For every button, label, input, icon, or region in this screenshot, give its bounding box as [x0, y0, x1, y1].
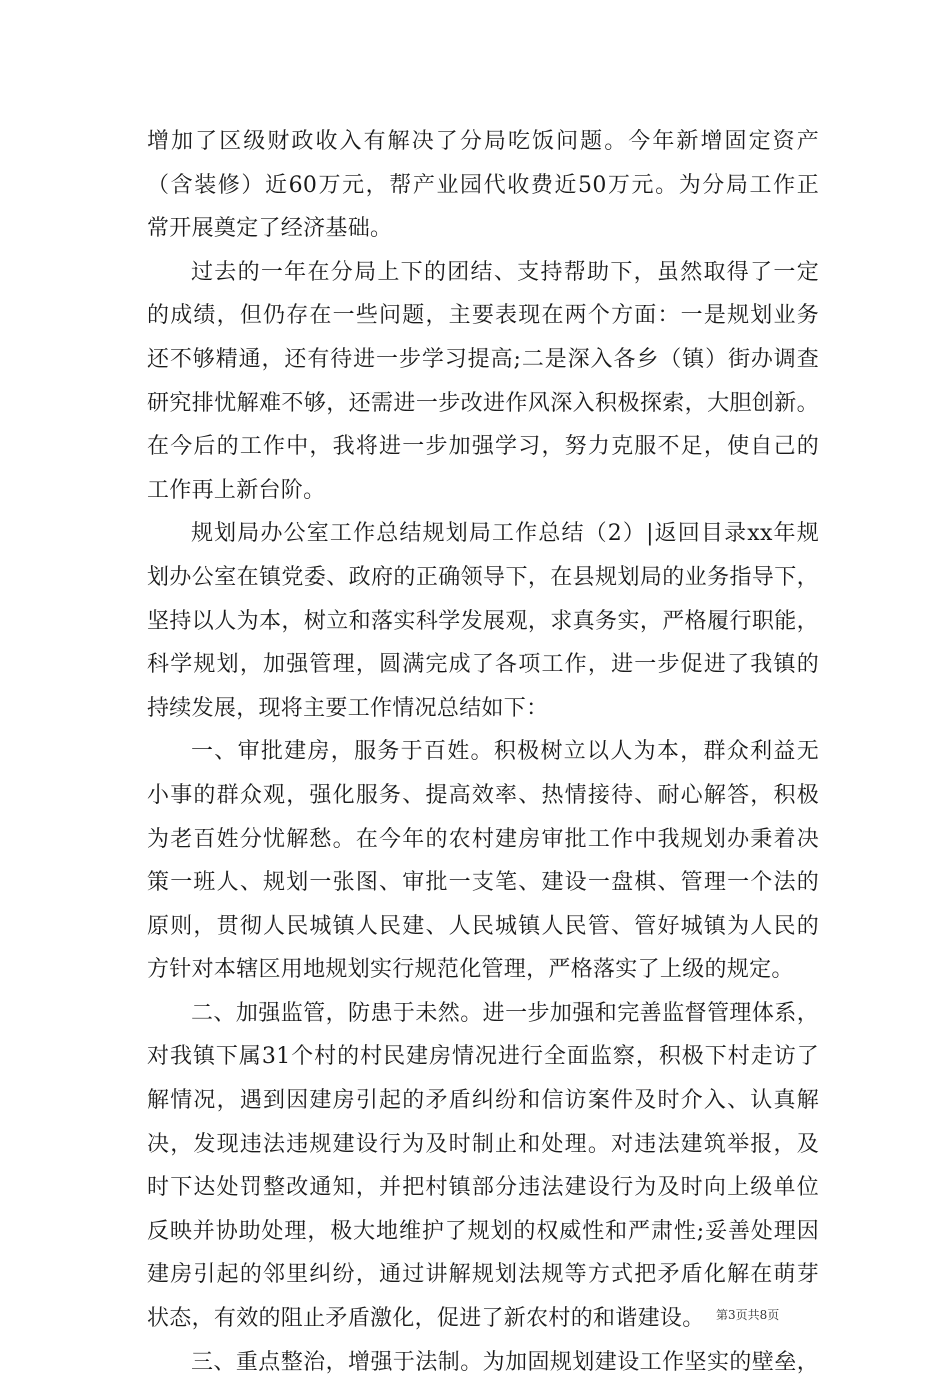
- text-line: 策一班人、规划一张图、审批一支笔、建设一盘棋、管理一个法的: [147, 870, 819, 896]
- text-line: 规划局办公室工作总结规划局工作总结（2）|返回目录xx年规: [191, 521, 819, 547]
- text-line: 方针对本辖区用地规划实行规范化管理，严格落实了上级的规定。: [147, 957, 794, 983]
- text-line: 坚持以人为本，树立和落实科学发展观，求真务实，严格履行职能，: [147, 608, 819, 634]
- text-line: 建房引起的邻里纠纷，通过讲解规划法规等方式把矛盾化解在萌芽: [147, 1262, 819, 1288]
- text-line: 的成绩，但仍存在一些问题，主要表现在两个方面：一是规划业务: [147, 303, 819, 329]
- text-line: 状态，有效的阻止矛盾激化，促进了新农村的和谐建设。: [147, 1306, 705, 1332]
- text-line: 研究排忧解难不够，还需进一步改进作风深入积极探索，大胆创新。: [147, 390, 819, 416]
- text-line: 三、重点整治，增强于法制。为加固规划建设工作坚实的壁垒，: [191, 1349, 819, 1375]
- page-number: 第3页共8页: [716, 1308, 780, 1322]
- text-line: 解情况，遇到因建房引起的矛盾纠纷和信访案件及时介入、认真解: [147, 1088, 819, 1114]
- text-line: 科学规划，加强管理，圆满完成了各项工作，进一步促进了我镇的: [147, 652, 819, 678]
- text-line: （含装修）近60万元，帮产业园代收费近50万元。为分局工作正: [147, 172, 819, 198]
- text-line: 划办公室在镇党委、政府的正确领导下，在县规划局的业务指导下，: [147, 564, 819, 590]
- document-body: [147, 120, 819, 1384]
- text-line: 增加了区级财政收入有解决了分局吃饭问题。今年新增固定资产: [147, 129, 819, 154]
- text-line: 为老百姓分忧解愁。在今年的农村建房审批工作中我规划办秉着决: [147, 826, 819, 852]
- text-line: 在今后的工作中，我将进一步加强学习，努力克服不足，使自己的: [147, 434, 819, 460]
- text-line: 工作再上新台阶。: [147, 477, 326, 503]
- text-line: 时下达处罚整改通知，并把村镇部分违法建设行为及时向上级单位: [147, 1175, 819, 1201]
- text-line: 二、加强监管，防患于未然。进一步加强和完善监督管理体系，: [191, 1000, 819, 1026]
- text-line: 小事的群众观，强化服务、提高效率、热情接待、耐心解答，积极: [147, 782, 819, 808]
- text-line: 对我镇下属31个村的村民建房情况进行全面监察，积极下村走访了: [147, 1044, 819, 1070]
- text-line: 一、审批建房，服务于百姓。积极树立以人为本，群众利益无: [191, 739, 819, 765]
- text-line: 决，发现违法违规建设行为及时制止和处理。对违法建筑举报，及: [147, 1131, 819, 1157]
- text-line: 原则，贯彻人民城镇人民建、人民城镇人民管、管好城镇为人民的: [147, 913, 819, 939]
- text-line: 还不够精通，还有待进一步学习提高;二是深入各乡（镇）街办调查: [147, 346, 819, 372]
- text-line: 持续发展，现将主要工作情况总结如下：: [147, 695, 549, 721]
- text-line: 反映并协助处理，极大地维护了规划的权威性和严肃性;妥善处理因: [147, 1218, 819, 1244]
- text-line: 常开展奠定了经济基础。: [147, 216, 393, 242]
- text-line: 过去的一年在分局上下的团结、支持帮助下，虽然取得了一定: [191, 259, 819, 285]
